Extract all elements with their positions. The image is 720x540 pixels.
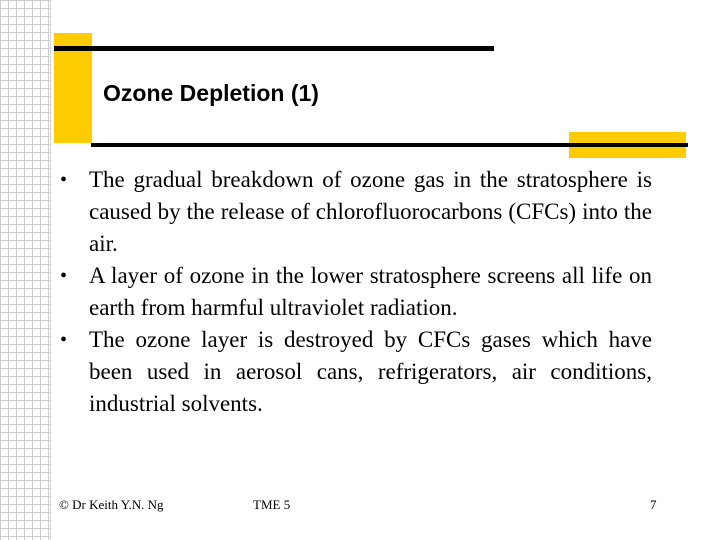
bullet-item [60, 260, 652, 324]
footer-page-number: 7 [650, 497, 657, 512]
grid-decoration [0, 0, 51, 540]
bullet-dot-icon: • [60, 329, 68, 351]
bullet-item [60, 324, 652, 420]
footer-author: © Dr Keith Y.N. Ng [59, 497, 164, 512]
bullet-text: The gradual breakdown of ozone gas in the stratosphere is caused by the release of chlorofluorocarbons (CFCs) into the air. [89, 167, 652, 256]
bullet-list [60, 164, 652, 420]
bullet-item [60, 164, 652, 260]
title-underline-rule [91, 143, 688, 147]
bullet-dot-icon: • [60, 265, 68, 287]
bullet-text: A layer of ozone in the lower stratosphere screens all life on earth from harmful ultraviolet radiation. [89, 263, 652, 320]
slide-title: Ozone Depletion (1) [103, 80, 319, 106]
bullet-dot-icon: • [60, 169, 68, 191]
footer-course: TME 5 [253, 497, 291, 512]
top-rule [54, 46, 494, 51]
bullet-text: The ozone layer is destroyed by CFCs gases which have been used in aerosol cans, refrigerators, air conditions, industrial solvents. [89, 327, 652, 416]
